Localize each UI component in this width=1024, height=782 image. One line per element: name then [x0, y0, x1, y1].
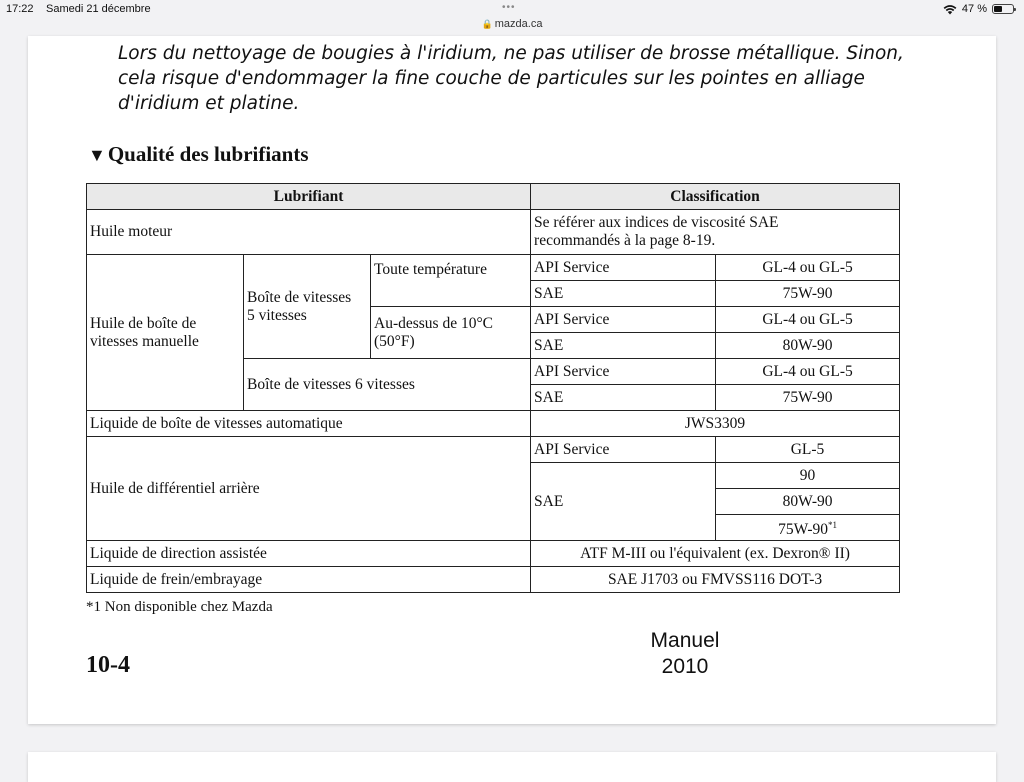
header-classification: Classification [531, 184, 900, 210]
five-speed-line: Boîte de vitesses [247, 288, 352, 306]
header-lubricant: Lubrifiant [87, 184, 531, 210]
section-heading [88, 142, 309, 167]
status-right [943, 3, 1014, 15]
api-value: GL-5 [716, 437, 900, 463]
five-speed-label [244, 255, 371, 359]
manual-line: 2010 [661, 655, 709, 678]
caution-line: Lors du nettoyage de bougies à l'iridium, ne pas utiliser de brosse métallique. Sinon, [118, 43, 904, 64]
table-row [87, 541, 900, 567]
table-header-row [87, 184, 900, 210]
sae-value: 75W-90 [716, 385, 900, 411]
engine-oil-classification [531, 210, 900, 255]
sae-value: 80W-90 [716, 489, 900, 515]
power-steering-label: Liquide de direction assistée [87, 541, 531, 567]
status-date: Samedi 21 décembre [46, 3, 151, 15]
battery-fill [994, 6, 1002, 12]
lock-icon: 🔒 [481, 19, 493, 29]
sae-value: 80W-90 [716, 333, 900, 359]
above-10-line: Au-dessus de 10°C [374, 314, 493, 332]
five-speed-line: 5 vitesses [247, 306, 307, 324]
manual-line: Manuel [650, 629, 720, 652]
table-row [87, 437, 900, 463]
api-label: API Service [531, 359, 716, 385]
table-row [87, 411, 900, 437]
caution-line: cela risque d'endommager la fine couche de particules sur les pointes en alliage [118, 68, 865, 89]
page-number: 10-4 [86, 652, 130, 678]
sae-label: SAE [531, 385, 716, 411]
auto-fluid-value: JWS3309 [531, 411, 900, 437]
sae-label: SAE [531, 463, 716, 541]
engine-oil-class-line: recommandés à la page 8-19. [534, 232, 716, 249]
lubricant-table [86, 183, 900, 593]
api-value: GL-4 ou GL-5 [716, 255, 900, 281]
url-text: mazda.ca [494, 18, 543, 30]
status-bar [0, 0, 1024, 20]
battery-percent: 47 % [961, 3, 987, 15]
status-time: 17:22 [6, 3, 34, 15]
next-page [28, 752, 996, 782]
api-label: API Service [531, 255, 716, 281]
manual-gearbox-label [87, 255, 244, 411]
auto-fluid-label: Liquide de boîte de vitesses automatique [87, 411, 531, 437]
section-title: Qualité des lubrifiants [107, 142, 309, 166]
sae-label: SAE [531, 333, 716, 359]
battery-icon [992, 4, 1014, 14]
table-row [87, 255, 900, 281]
triangle-down-icon: ▼ [88, 145, 106, 165]
wifi-icon [943, 4, 957, 15]
api-value: GL-4 ou GL-5 [716, 307, 900, 333]
rear-diff-label: Huile de différentiel arrière [87, 437, 531, 541]
footnote: *1 Non disponible chez Mazda [86, 599, 273, 615]
brake-clutch-value: SAE J1703 ou FMVSS116 DOT-3 [531, 567, 900, 593]
address-bar[interactable] [0, 18, 1024, 30]
caution-line: d'iridium et platine. [118, 93, 300, 114]
caution-text [118, 41, 918, 116]
all-temp-label: Toute température [371, 255, 531, 307]
api-label: API Service [531, 307, 716, 333]
manual-gearbox-label-line: Huile de boîte de [90, 314, 197, 332]
engine-oil-class-line: Se référer aux indices de viscosité SAE [534, 214, 779, 231]
sae-label: SAE [531, 281, 716, 307]
api-value: GL-4 ou GL-5 [716, 359, 900, 385]
footnote-ref: *1 [828, 519, 837, 530]
engine-oil-label: Huile moteur [87, 210, 531, 255]
sae-value: 90 [716, 463, 900, 489]
brake-clutch-label: Liquide de frein/embrayage [87, 567, 531, 593]
above-10-label [371, 307, 531, 359]
more-dots-icon[interactable]: ••• [502, 2, 516, 13]
manual-label [640, 628, 730, 680]
manual-gearbox-label-line: vitesses manuelle [90, 332, 199, 350]
table-row [87, 567, 900, 593]
power-steering-value: ATF M-III ou l'équivalent (ex. Dexron® II) [531, 541, 900, 567]
six-speed-label: Boîte de vitesses 6 vitesses [244, 359, 531, 411]
sae-value: 75W-90 [716, 281, 900, 307]
document-page [28, 36, 996, 724]
table-row [87, 210, 900, 255]
sae-value: 75W-90 [778, 521, 828, 539]
sae-value-note [716, 515, 900, 541]
api-label: API Service [531, 437, 716, 463]
above-10-line: (50°F) [374, 332, 415, 350]
